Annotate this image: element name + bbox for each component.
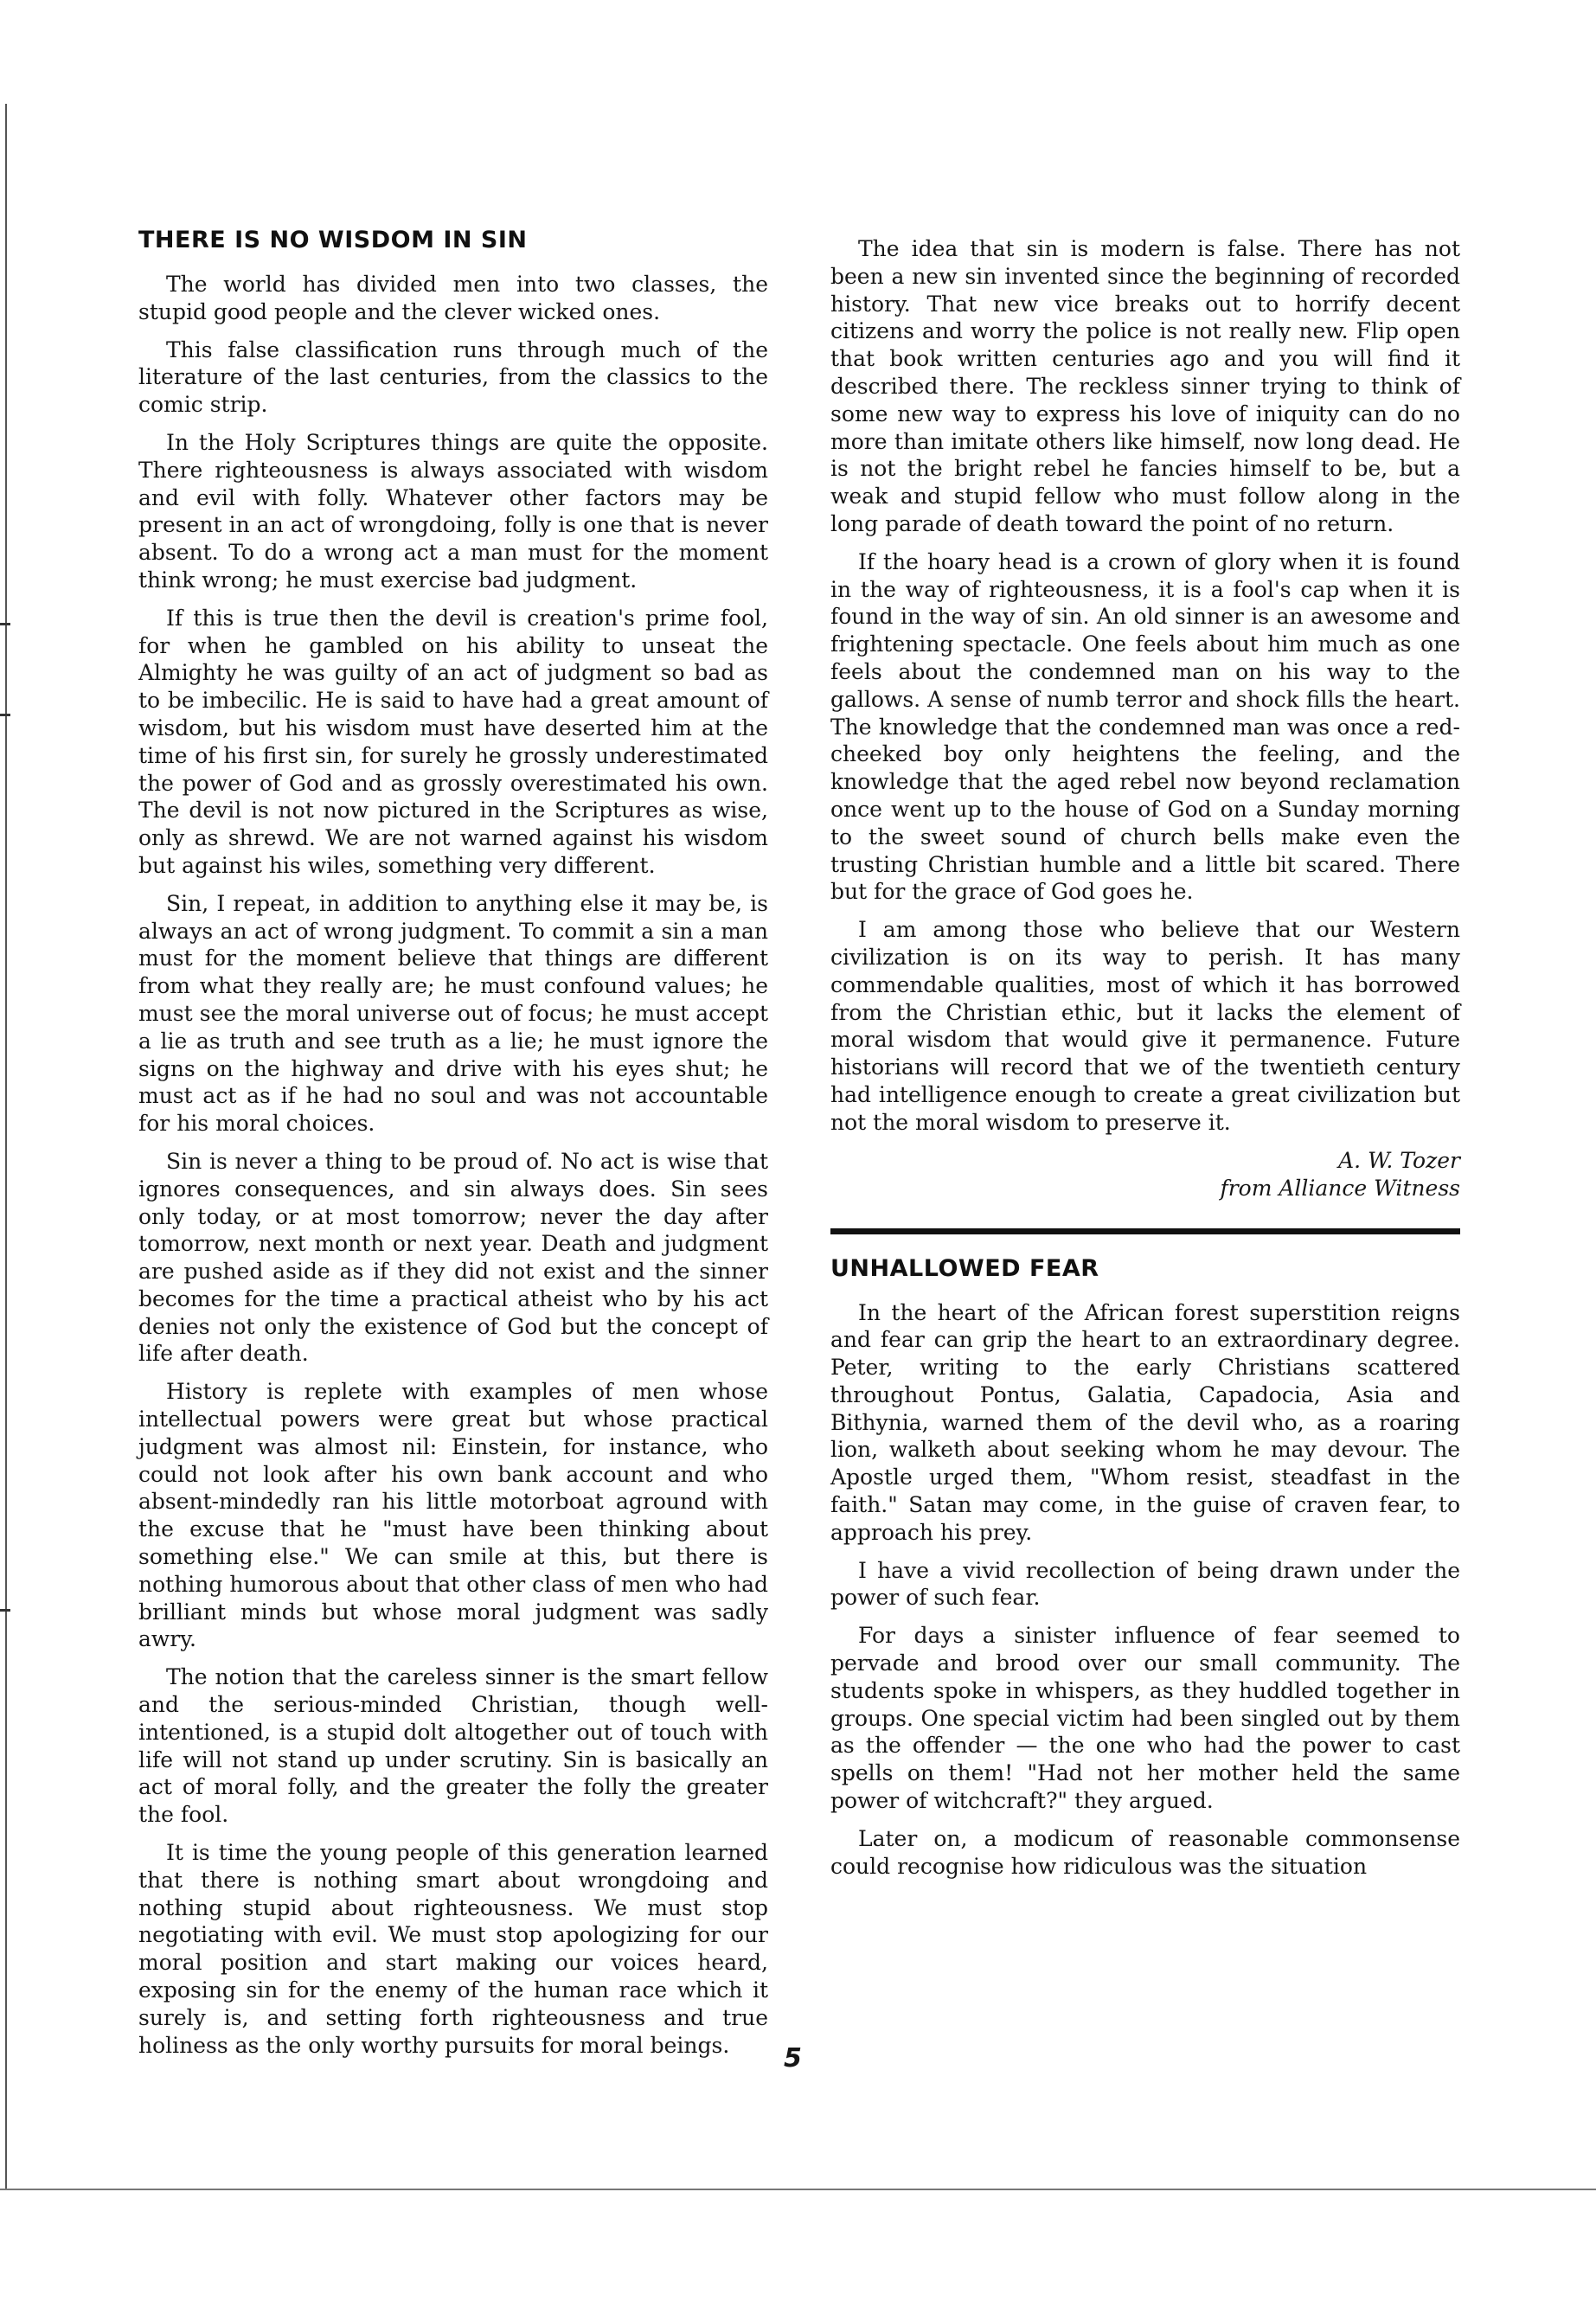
article-paragraph: Sin is never a thing to be proud of. No act is wise that ignores consequences, and sin always does. Sin sees only today, or at most tomorrow; never the day after tomorrow, next month or next year. Death and judgment are pushed aside as if they did not exist and the sinner becomes for the time a practical atheist who by his act denies not only the existence of God but the concept of life after death. [138,1148,768,1367]
binding-mark [0,714,10,716]
article-paragraph: If the hoary head is a crown of glory when it is found in the way of righteousness, it is a fool's cap when it is found in the way of sin. An old sinner is an awesome and frightening spectacle. One feels about him much as one feels about the condemned man on his way to the gallows. A sense of numb terror and shock fills the heart. The knowledge that the condemned man was once a red-cheeked boy only heightens the feeling, and the knowledge that the aged rebel now beyond reclamation once went up to the house of God on a Sunday morning to the sweet sound of church bells make even the trusting Christian humble and a little bit scared. There but for the grace of God goes he. [830,548,1460,905]
page-number: 5 [784,2043,802,2073]
section-divider [830,1228,1460,1234]
article-title: THERE IS NO WISDOM IN SIN [138,227,528,253]
article-paragraph: History is replete with examples of men whose intellectual powers were great but whose practical judgment was almost nil: Einstein, for instance, who could not look after his own bank account and who absent-mindedly ran his little motorboat aground with the excuse that he "must have been thinking about something else." We can smile at this, but there is nothing humorous about that other class of men who had brilliant minds but whose moral judgment was sadly awry. [138,1379,768,1652]
article-paragraph: Later on, a modicum of reasonable commonsense could recognise how ridiculous was the situation [830,1825,1460,1879]
article-source: from Alliance Witness [1220,1175,1460,1201]
article-paragraph: Sin, I repeat, in addition to anything else it may be, is always an act of wrong judgment. To commit a sin a man must for the moment believe that things are different from what they really are; he must confound values; he must see the moral universe out of focus; he must accept a lie as truth and see truth as a lie; he must ignore the signs on the highway and drive with his eyes shut; he must act as if he had no soul and was not accountable for his moral choices. [138,890,768,1137]
article-paragraph: In the Holy Scriptures things are quite the opposite. There righteousness is always associated with wisdom and evil with folly. Whatever other factors may be present in an act of wrongdoing, folly is one that is never absent. To do a wrong act a man must for the moment think wrong; he must exercise bad judgment. [138,429,768,593]
article-paragraph: For days a sinister influence of fear seemed to pervade and brood over our small community. The students spoke in whispers, as they huddled together in groups. One special victim had been singled out by them as the offender — the one who had the power to cast spells on them! "Had not her mother held the same power of witchcraft?" they argued. [830,1623,1460,1814]
article-paragraph: In the heart of the African forest superstition reigns and fear can grip the heart to an extraordinary degree. Peter, writing to the early Christians scattered throughout Pontus, Galatia, Capadocia, Asia and Bithynia, warned them of the devil who, as a roaring lion, walketh about seeking whom he may devour. The Apostle urged them, "Whom resist, steadfast in the faith." Satan may come, in the guise of craven fear, to approach his prey. [830,1299,1460,1545]
left-column [138,227,768,2069]
right-column [830,235,1460,1890]
article-paragraph: It is time the young people of this generation learned that there is nothing smart about wrongdoing and nothing stupid about righteousness. We must stop negotiating with evil. We must stop apologizing for our moral position and start making our voices heard, exposing sin for the enemy of the human race which it surely is, and setting forth righteousness and true holiness as the only worthy pursuits for moral beings. [138,1840,768,2058]
article-paragraph: If this is true then the devil is creation's prime fool, for when he gambled on his ability to unseat the Almighty he was guilty of an act of judgment so bad as to be imbecilic. He is said to have had a great amount of wisdom, but his wisdom must have deserted him at the time of his first sin, for surely he grossly underestimated the power of God and as grossly overestimated his own. The devil is not now pictured in the Scriptures as wise, only as shrewd. We are not warned against his wisdom but against his wiles, something very different. [138,605,768,878]
binding-mark [0,623,10,625]
article-author: A. W. Tozer [1338,1147,1460,1173]
article-paragraph: I am among those who believe that our Western civilization is on its way to perish. It has many commendable qualities, most of which it has borrowed from the Christian ethic, but it lacks the element of moral wisdom that would give it permanence. Future historians will record that we of the twentieth century had intelligence enough to create a great civilization but not the moral wisdom to preserve it. [830,917,1460,1135]
article-title: UNHALLOWED FEAR [830,1254,1099,1282]
page-scan-left-edge [5,104,7,2189]
article-paragraph: The world has divided men into two classes, the stupid good people and the clever wicked ones. [138,272,768,324]
page-scan-bottom-edge [0,2189,1596,2190]
article-paragraph: This false classification runs through much of the literature of the last centuries, from the classics to the comic strip. [138,336,768,418]
article-paragraph: The notion that the careless sinner is the smart fellow and the serious-minded Christian, though well-intentioned, is a stupid dolt altogether out of touch with life will not stand up under scrutiny. Sin is basically an act of moral folly, and the greater the folly the greater the fool. [138,1664,768,1828]
article-paragraph: I have a vivid recollection of being drawn under the power of such fear. [830,1557,1460,1611]
article-paragraph: The idea that sin is modern is false. There has not been a new sin invented since the beginning of recorded history. That new vice breaks out to horrify decent citizens and worry the police is not really new. Flip open that book written centuries ago and you will find it described there. The reckless sinner trying to think of some new way to express his love of iniquity can do no more than imitate others like himself, now long dead. He is not the bright rebel he fancies himself to be, but a weak and stupid fellow who must follow along in the long parade of death toward the point of no return. [830,236,1460,536]
binding-mark [0,1609,10,1612]
